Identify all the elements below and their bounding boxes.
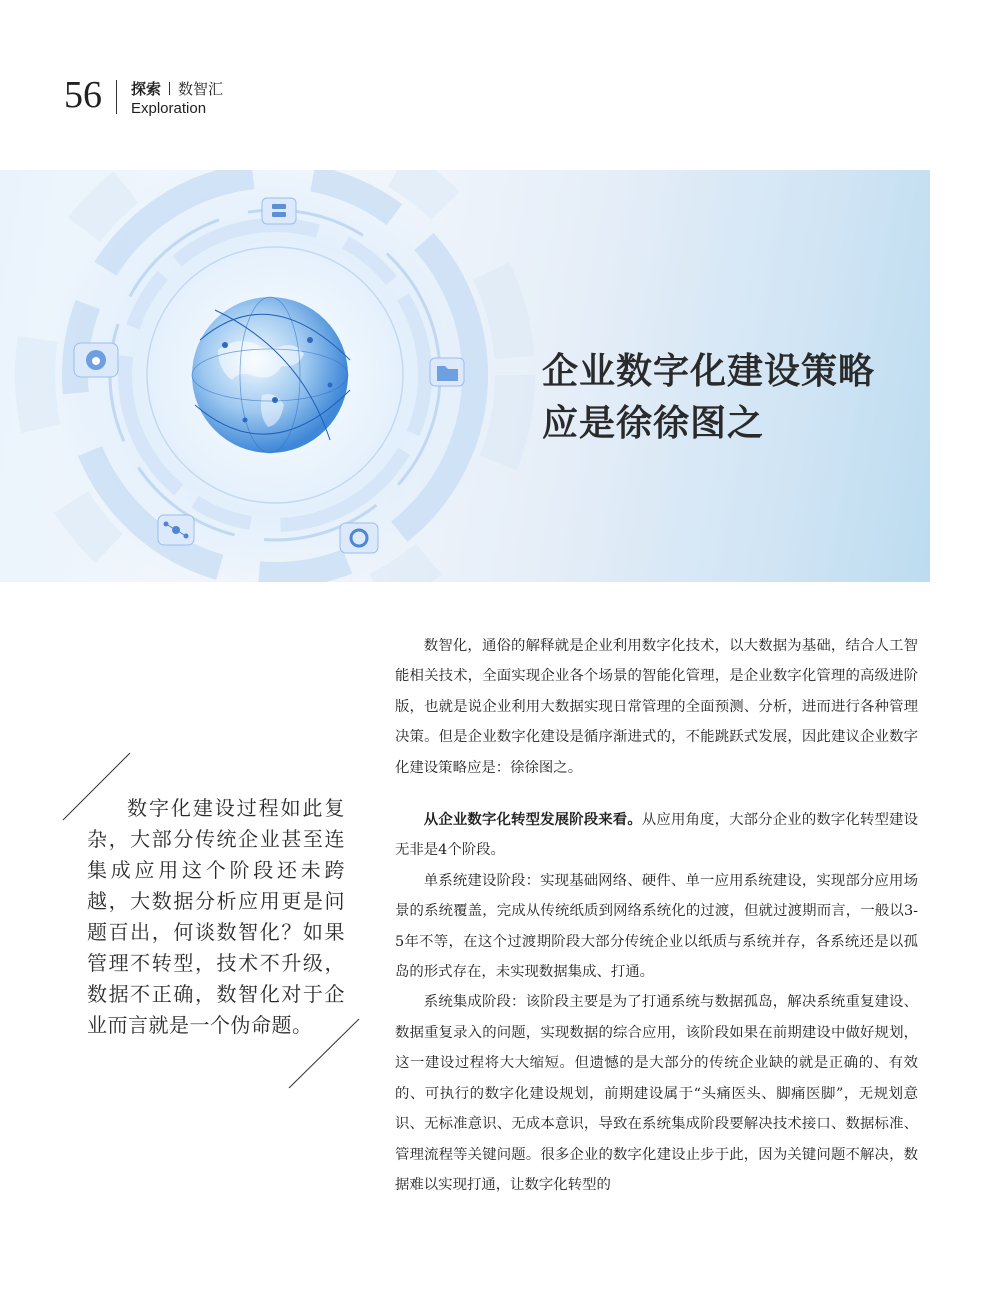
pull-quote: 数字化建设过程如此复杂，大部分传统企业甚至连集成应用这个阶段还未跨越，大数据分析应用更是问题百出，何谈数智化？如果管理不转型，技术不升级，数据不正确，数智化对于企业而言就是一个伪命题。 — [87, 796, 345, 1037]
section-title-en: Exploration — [131, 100, 207, 117]
article-title — [542, 346, 875, 450]
paragraph-system-integration: 系统集成阶段：该阶段主要是为了打通系统与数据孤岛，解决系统重复建设、数据重复录入的问题，实现数据的综合应用，该阶段如果在前期建设中做好规划，这一建设过程将大大缩短。但遗憾的是大部分的传统企业缺的就是正确的、有效的、可执行的数字化建设规划，前期建设属于“头痛医头、脚痛医脚”，无规划意识、无标准意识、无成本意识，导致在系统集成阶段要解决技术接口、数据标准、管理流程等关键问题。很多企业的数字化建设止步于此，因为关键问题不解决，数据难以实现打通，让数字化转型的 — [395, 994, 918, 1193]
paragraph-stages — [395, 805, 918, 866]
section-title: 探索 — [131, 80, 162, 98]
pull-quote-bottom-rule — [288, 1018, 360, 1090]
cloud-icon — [74, 343, 118, 377]
subsection-title: 数智汇 — [178, 80, 224, 98]
title-line-1: 企业数字化建设策略 — [542, 351, 876, 392]
gear-icon — [340, 523, 378, 553]
share-icon — [158, 515, 194, 545]
paragraph-single-system: 单系统建设阶段：实现基础网络、硬件、单一应用系统建设，实现部分应用场景的系统覆盖，完成从传统纸质到网络系统化的过渡，但就过渡期而言，一般以3-5年不等，在这个过渡期阶段大部分传统企业以纸质与系统并存，各系统还是以孤岛的形式存在，未实现数据集成、打通。 — [395, 872, 918, 981]
server-icon — [262, 198, 296, 224]
header-divider — [116, 80, 117, 114]
hero-banner — [0, 170, 930, 582]
paragraph-lead-rest: 从应用角度，大部分企业的数字化转型建设无非是4个阶段。 — [395, 812, 918, 859]
paragraph-intro: 数智化，通俗的解释就是企业利用数字化技术，以大数据为基础，结合人工智能相关技术，全面实现企业各个场景的智能化管理，是企业数字化管理的高级进阶版，也就是说企业利用大数据实现日常管理的全面预测、分析，进而进行各种管理决策。但是企业数字化建设是循序渐进式的，不能跳跃式发展，因此建议企业数字化建设策略应是：徐徐图之。 — [395, 638, 918, 776]
folder-icon — [430, 358, 464, 386]
title-line-2: 应是徐徐图之 — [542, 403, 765, 444]
page-number: 56 — [64, 74, 102, 116]
section-label — [131, 78, 223, 99]
article-body — [395, 631, 918, 1200]
paragraph-lead-bold: 从企业数字化转型发展阶段来看。 — [423, 812, 642, 829]
section-separator — [169, 82, 170, 95]
